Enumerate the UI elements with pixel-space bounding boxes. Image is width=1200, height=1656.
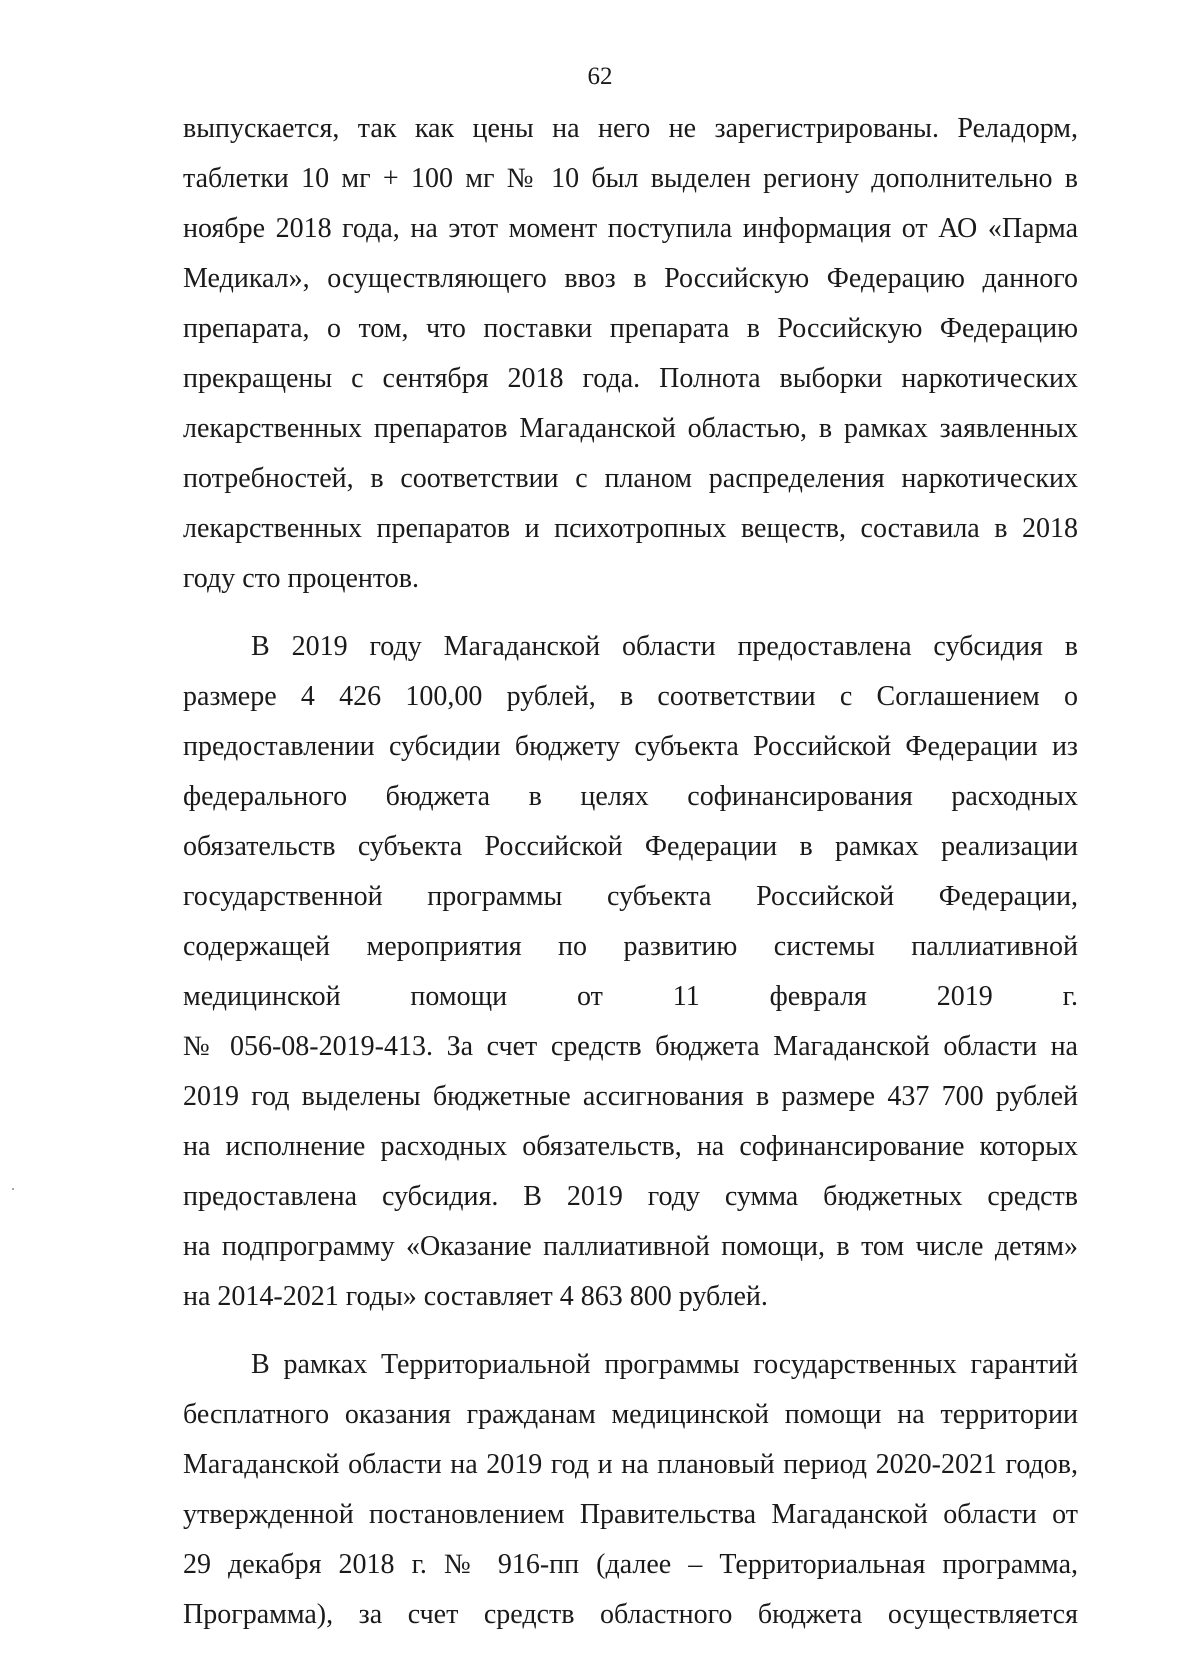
paragraph [183,104,1078,604]
text-line: таблетки 10 мг + 100 мг № 10 был выделен региону дополнительно в [183,163,1078,194]
text-line: 2019 год выделены бюджетные ассигнования в размере 437 700 рублей [183,1081,1078,1112]
text-line: лекарственных препаратов и психотропных веществ, составила в 2018 [183,513,1078,544]
text-line: бесплатного оказания гражданам медицинской помощи на территории [183,1399,1078,1430]
text-line: медицинской помощи от 11 февраля 2019 г. [183,981,1078,1012]
text-line: лекарственных препаратов Магаданской областью, в рамках заявленных [183,413,1078,444]
text-line: предоставлении субсидии бюджету субъекта Российской Федерации из [183,731,1078,762]
text-line: утвержденной постановлением Правительства Магаданской области от [183,1499,1078,1530]
text-line: № 056-08-2019-413. За счет средств бюджета Магаданской области на [183,1031,1078,1062]
page-number: 62 [587,63,613,90]
text-line: Медикал», осуществляющего ввоз в Российскую Федерацию данного [183,263,1078,294]
text-line: федерального бюджета в целях софинансирования расходных [183,781,1078,812]
text-line: на исполнение расходных обязательств, на софинансирование которых [183,1131,1078,1162]
text-line: потребностей, в соответствии с планом распределения наркотических [183,463,1078,494]
text-line: обязательств субъекта Российской Федерации в рамках реализации [183,831,1078,862]
text-line: препарата, о том, что поставки препарата в Российскую Федерацию [183,313,1078,344]
text-line: В 2019 году Магаданской области предоставлена субсидия в [251,631,1078,662]
text-line: на 2014-2021 годы» составляет 4 863 800 рублей. [183,1281,768,1312]
text-line: Программа), за счет средств областного бюджета осуществляется [183,1599,1078,1630]
text-line: на подпрограмму «Оказание паллиативной помощи, в том числе детям» [183,1231,1078,1262]
paragraph [183,622,1078,1322]
text-line: размере 4 426 100,00 рублей, в соответствии с Соглашением о [183,681,1078,712]
document-body [183,104,1078,1640]
text-line: В рамках Территориальной программы государственных гарантий [251,1349,1078,1380]
text-line: предоставлена субсидия. В 2019 году сумма бюджетных средств [183,1181,1078,1212]
text-line: государственной программы субъекта Российской Федерации, [183,881,1078,912]
text-line: ноябре 2018 года, на этот момент поступила информация от АО «Парма [183,213,1078,244]
text-line: прекращены с сентября 2018 года. Полнота выборки наркотических [183,363,1078,394]
paragraph [183,1340,1078,1640]
text-line: 29 декабря 2018 г. № 916-пп (далее – Территориальная программа, [183,1549,1078,1580]
text-line: содержащей мероприятия по развитию системы паллиативной [183,931,1078,962]
text-line: году сто процентов. [183,563,419,594]
scan-speck [12,1188,14,1190]
text-line: выпускается, так как цены на него не зарегистрированы. Реладорм, [183,113,1078,144]
text-line: Магаданской области на 2019 год и на плановый период 2020-2021 годов, [183,1449,1078,1480]
